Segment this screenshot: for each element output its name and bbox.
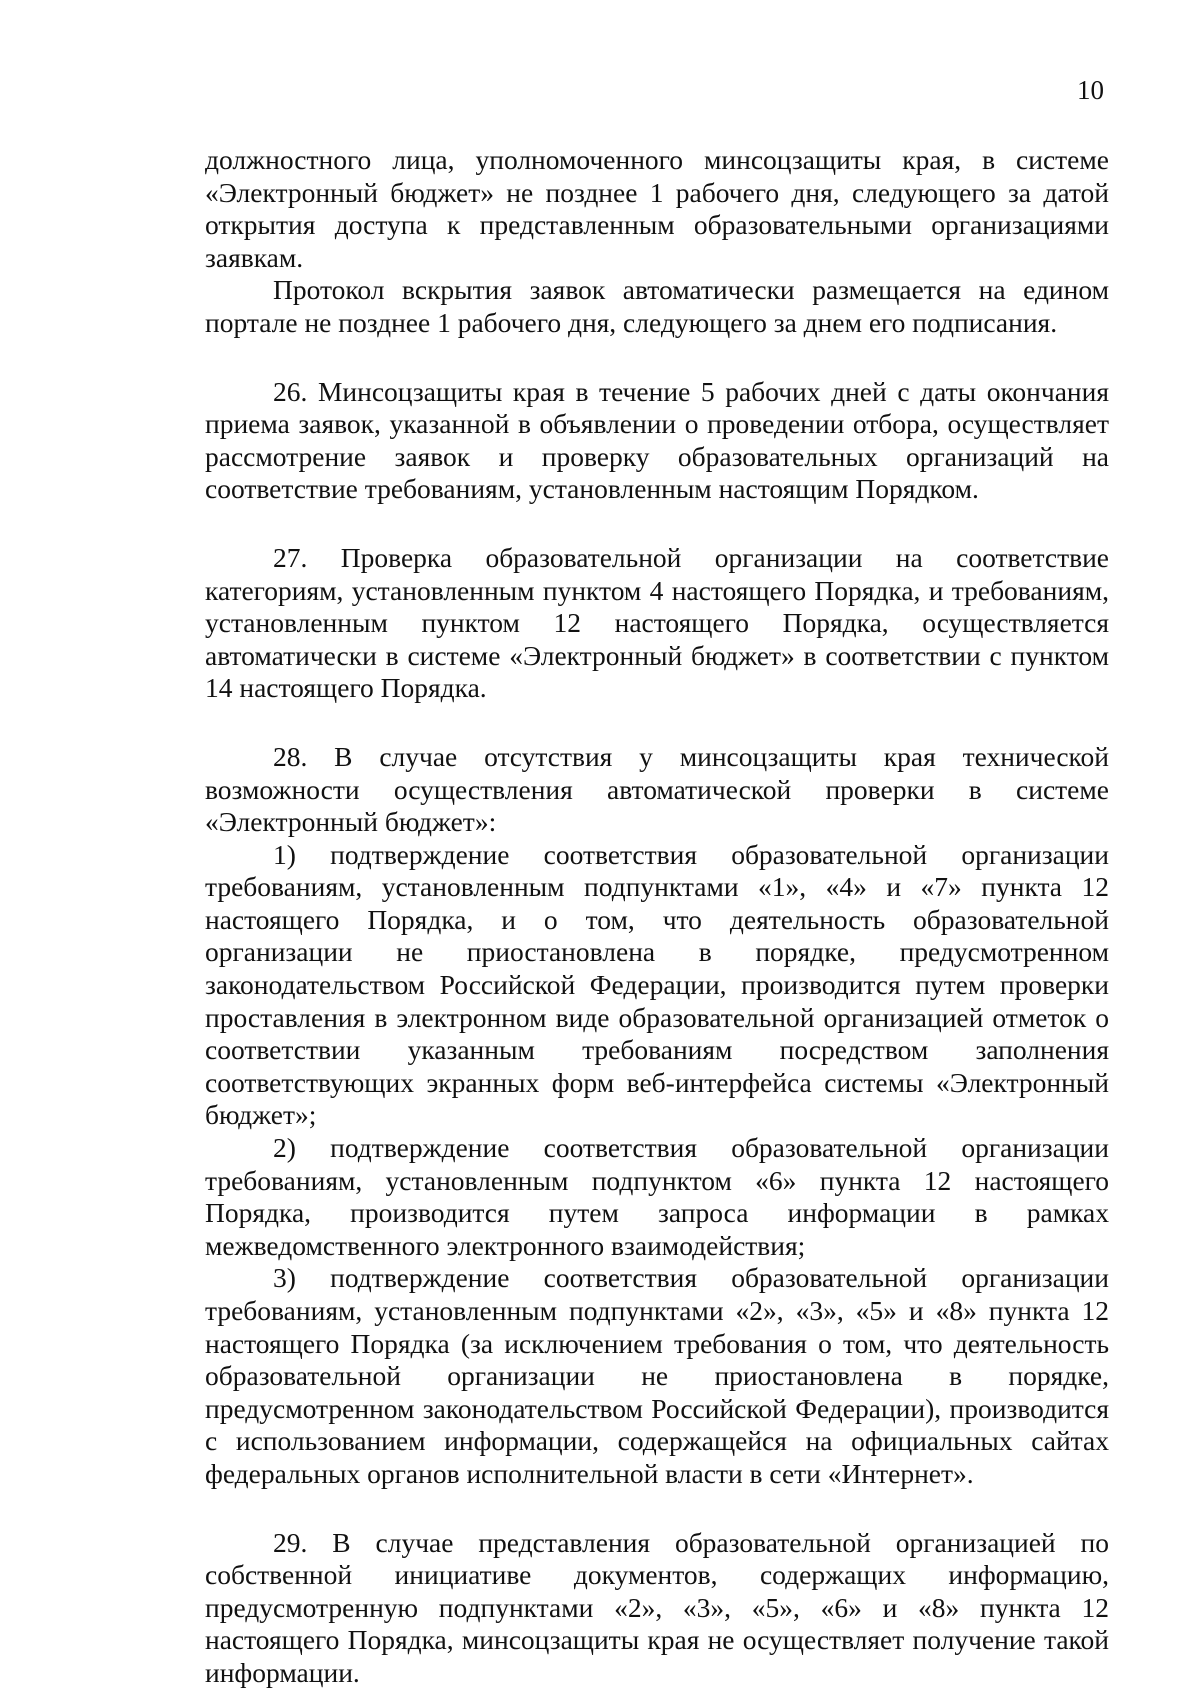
paragraph-27: 27. Проверка образовательной организации на соответствие категориям, установленным пунктом 4 настоящего Порядка, и требованиям, установленным пунктом 12 настоящего Порядка, осуществляется автоматически в системе «Электронный бюджет» в соответствии с пунктом 14 настоящего Порядка.: [205, 541, 1109, 704]
paragraph-protocol: Протокол вскрытия заявок автоматически размещается на едином портале не позднее 1 рабочего дня, следующего за днем его подписания.: [205, 274, 1109, 338]
paragraph-28-item-3: 3) подтверждение соответствия образовательной организации требованиям, установленным подпунктами «2», «3», «5» и «8» пункта 12 настоящего Порядка (за исключением требования о том, что деятельность образовательной организации не приостановлена в порядке, предусмотренном законодательством Российской Федерации), производится с использованием информации, содержащейся на официальных сайтах федеральных органов исполнительной власти в сети «Интернет».: [205, 1262, 1109, 1489]
document-body: [205, 144, 1109, 1690]
paragraph-28-item-1: 1) подтверждение соответствия образовательной организации требованиям, установленным подпунктами «1», «4» и «7» пункта 12 настоящего Порядка, и о том, что деятельность образовательной организации не приостановлена в порядке, предусмотренном законодательством Российской Федерации, производится путем проверки проставления в электронном виде образовательной организацией отметок о соответствии указанным требованиям посредством заполнения соответствующих экранных форм веб-интерфейса системы «Электронный бюджет»;: [205, 838, 1109, 1131]
paragraph-continuation: должностного лица, уполномоченного минсоцзащиты края, в системе «Электронный бюджет» не позднее 1 рабочего дня, следующего за датой открытия доступа к представленным образовательными организациями заявкам.: [205, 144, 1109, 273]
paragraph-26: 26. Минсоцзащиты края в течение 5 рабочих дней с даты окончания приема заявок, указанной в объявлении о проведении отбора, осуществляет рассмотрение заявок и проверку образовательных организаций на соответствие требованиям, установленным настоящим Порядком.: [205, 375, 1109, 505]
paragraph-28-item-2: 2) подтверждение соответствия образовательной организации требованиям, установленным подпунктом «6» пункта 12 настоящего Порядка, производится путем запроса информации в рамках межведомственного электронного взаимодействия;: [205, 1132, 1109, 1261]
paragraph-28: 28. В случае отсутствия у минсоцзащиты края технической возможности осуществления автоматической проверки в системе «Электронный бюджет»:: [205, 740, 1109, 838]
page-number: 10: [1077, 75, 1104, 105]
paragraph-29: 29. В случае представления образовательной организацией по собственной инициативе документов, содержащих информацию, предусмотренную подпунктами «2», «3», «5», «6» и «8» пункта 12 настоящего Порядка, минсоцзащиты края не осуществляет получение такой информации.: [205, 1526, 1109, 1688]
